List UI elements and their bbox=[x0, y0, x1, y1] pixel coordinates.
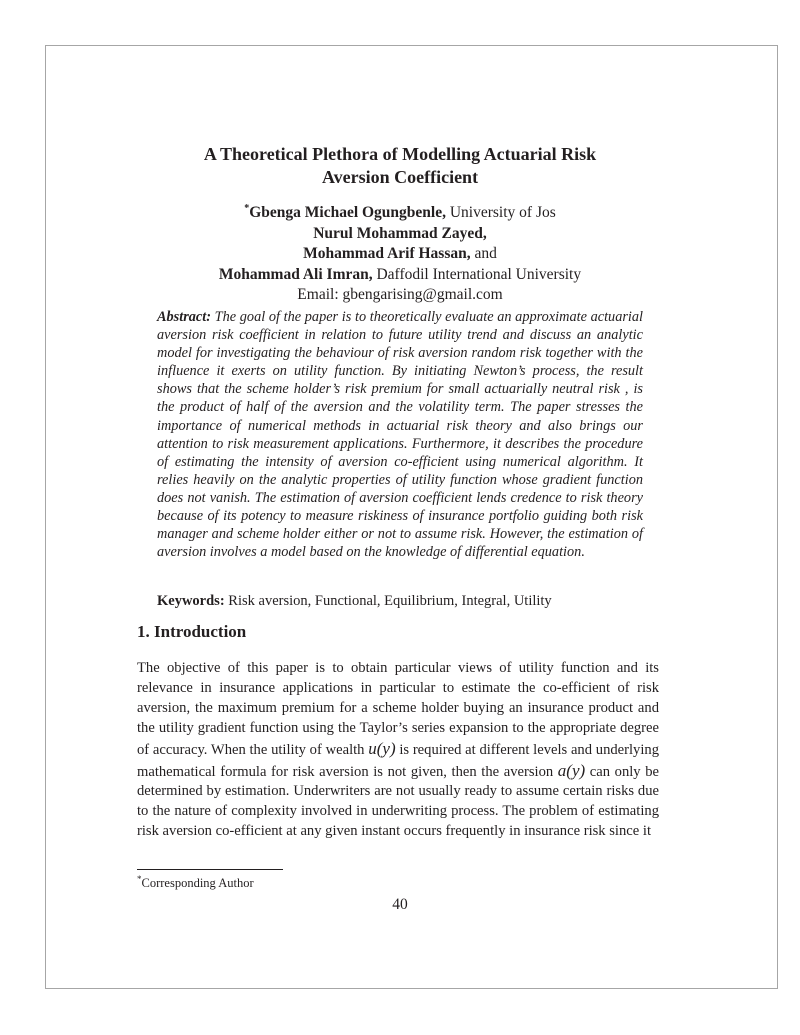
footnote bbox=[137, 874, 254, 891]
author-line-1 bbox=[0, 199, 800, 224]
author-affiliation-4: Daffodil International University bbox=[372, 265, 582, 283]
footnote-rule bbox=[137, 869, 283, 870]
introduction-paragraph bbox=[137, 659, 659, 842]
footnote-marker: * bbox=[137, 874, 142, 884]
title-line-1: A Theoretical Plethora of Modelling Actuarial Risk bbox=[203, 144, 597, 164]
abstract bbox=[157, 308, 643, 561]
author-email: Email: gbengarising@gmail.com bbox=[297, 286, 503, 304]
author-name-3: Mohammad Arif Hassan, bbox=[303, 245, 471, 263]
author-affiliation-1: University of Jos bbox=[445, 204, 556, 222]
page-number: 40 bbox=[392, 896, 408, 913]
abstract-label: Abstract: bbox=[157, 309, 212, 325]
author-name-1: Gbenga Michael Ogungbenle, bbox=[249, 204, 446, 222]
author-name-2: Nurul Mohammad Zayed, bbox=[313, 224, 487, 242]
abstract-text: The goal of the paper is to theoretically evaluate an approximate actuarial aversion risk coefficient in relation to future utility trend and discuss an analytic model for investigating the behaviour of risk aversion random risk together with the influence it exerts on utility function. By initiating Newton’s process, the result shows that the scheme holder’s risk premium for small actuarially neutral risk , is the product of half of the aversion and the volatility term. The paper stresses the importance of numerical methods in actuarial risk theory and also brings our attention to risk measurement applications. Furthermore, it describes the procedure of estimating the intensity of aversion co-efficient using numerical algorithm. It relies heavily on the analytic properties of utility function whose gradient function does not vanish. The estimation of aversion coefficient lends credence to risk theory because of its potency to measure riskiness of insurance portfolio guiding both risk manager and scheme holder either or not to assume risk. However, the estimation of aversion involves a model based on the knowledge of differential equation. bbox=[157, 309, 643, 561]
paragraph-text-1: The objective of this paper is to obtain particular views of utility function and its relevance in insurance applications in particular to estimate the co-efficient of risk aversion, the maximum premium for a scheme holder buying an insurance product and the utility gradient function using the Taylor’s series expansion to the appropriate degree of accuracy. When the utility of wealth bbox=[137, 660, 659, 758]
keywords-label: Keywords: bbox=[157, 593, 225, 609]
math-utility-of-wealth: u(y) bbox=[368, 738, 396, 758]
footnote-text: Corresponding Author bbox=[141, 876, 254, 891]
keywords-text: Risk aversion, Functional, Equilibrium, Integral, Utility bbox=[224, 593, 552, 609]
section-heading: 1. Introduction bbox=[137, 622, 247, 641]
author-conjunction: and bbox=[470, 245, 497, 263]
keywords bbox=[157, 592, 643, 610]
title-line-2: Aversion Coefficient bbox=[321, 167, 479, 187]
author-line-2 bbox=[0, 224, 800, 245]
corresponding-marker: * bbox=[244, 203, 250, 214]
paper-title bbox=[0, 143, 800, 189]
author-block bbox=[0, 199, 800, 306]
author-line-4 bbox=[0, 265, 800, 286]
math-aversion: a(y) bbox=[557, 760, 586, 780]
paragraph-text-3: can only be determined by estimation. Underwriters are not usually ready to assume certain risks due to the nature of complexity involved in underwriting process. The problem of estimating risk aversion co-efficient at any given instant occurs frequently in insurance risk since it bbox=[137, 763, 659, 840]
author-line-3 bbox=[0, 244, 800, 265]
author-name-4: Mohammad Ali Imran, bbox=[218, 265, 373, 283]
paragraph-text-2: is required at different levels and underlying mathematical formula for risk aversion is not given, then the aversion bbox=[137, 741, 659, 780]
